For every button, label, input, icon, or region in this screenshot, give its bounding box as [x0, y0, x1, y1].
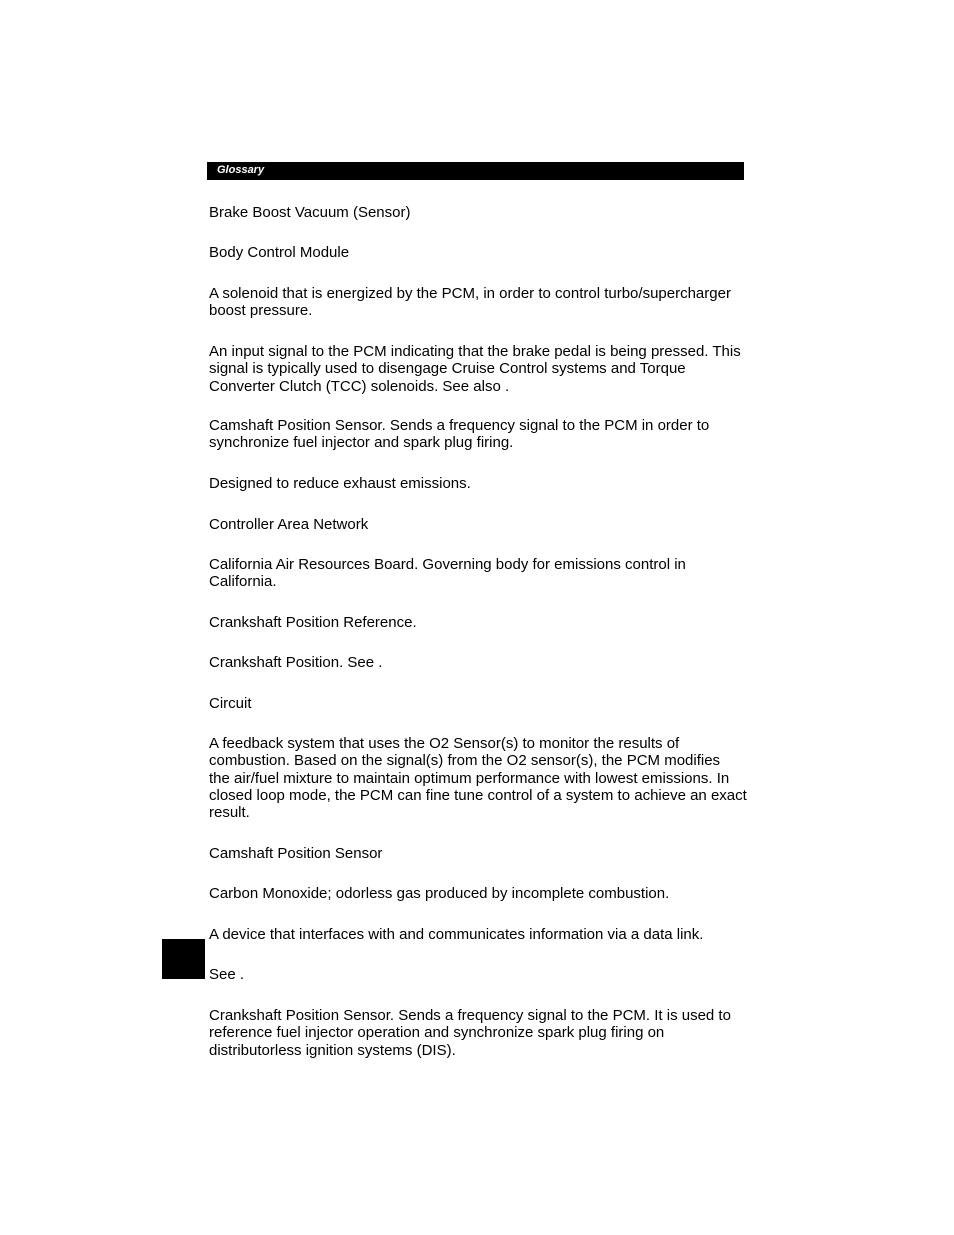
glossary-entry-communication-device: A device that interfaces with and communicates information via a data link.	[209, 926, 704, 943]
glossary-entry-bbv: Brake Boost Vacuum (Sensor)	[209, 204, 411, 221]
page-thumb-tab	[162, 939, 205, 979]
glossary-entry-closed-loop: A feedback system that uses the O2 Sensor(s) to monitor the results of combustion. Based on the signal(s) from the O2 sensor(s), the PCM modifies the air/fuel mixture to maintain optimum performance with lowest emissions. In closed loop mode, the PCM can fine tune control of a system to achieve an exact result.	[209, 735, 747, 822]
glossary-entry-cmp: Camshaft Position Sensor. Sends a frequency signal to the PCM in order to synchronize fuel injector and spark plug firing.	[209, 417, 710, 452]
glossary-entry-co: Carbon Monoxide; odorless gas produced by incomplete combustion.	[209, 885, 670, 902]
glossary-entry-ckp: Crankshaft Position. See .	[209, 654, 383, 671]
glossary-entry-ckp-ref: Crankshaft Position Reference.	[209, 614, 417, 631]
glossary-entry-carb: California Air Resources Board. Governing body for emissions control in California.	[209, 556, 686, 591]
glossary-entry-catalytic-converter: Designed to reduce exhaust emissions.	[209, 475, 471, 492]
glossary-entry-brake-switch: An input signal to the PCM indicating that the brake pedal is being pressed. This signal is typically used to disengage Cruise Control systems and Torque Converter Clutch (TCC) solenoids. See also .	[209, 343, 741, 395]
glossary-entry-bcm: Body Control Module	[209, 244, 350, 261]
glossary-entry-boost-solenoid: A solenoid that is energized by the PCM, in order to control turbo/supercharger boost pressure.	[209, 285, 731, 320]
section-header-bar	[207, 162, 744, 180]
glossary-entry-see-also: See .	[209, 966, 245, 983]
section-label: Glossary	[217, 164, 265, 176]
glossary-entry-cmp-sensor: Camshaft Position Sensor	[209, 845, 383, 862]
glossary-entry-can: Controller Area Network	[209, 516, 369, 533]
glossary-entry-ckp-sensor: Crankshaft Position Sensor. Sends a frequency signal to the PCM. It is used to reference fuel injector operation and synchronize spark plug firing on distributorless ignition systems (DIS).	[209, 1007, 731, 1059]
glossary-entry-circuit: Circuit	[209, 695, 252, 712]
